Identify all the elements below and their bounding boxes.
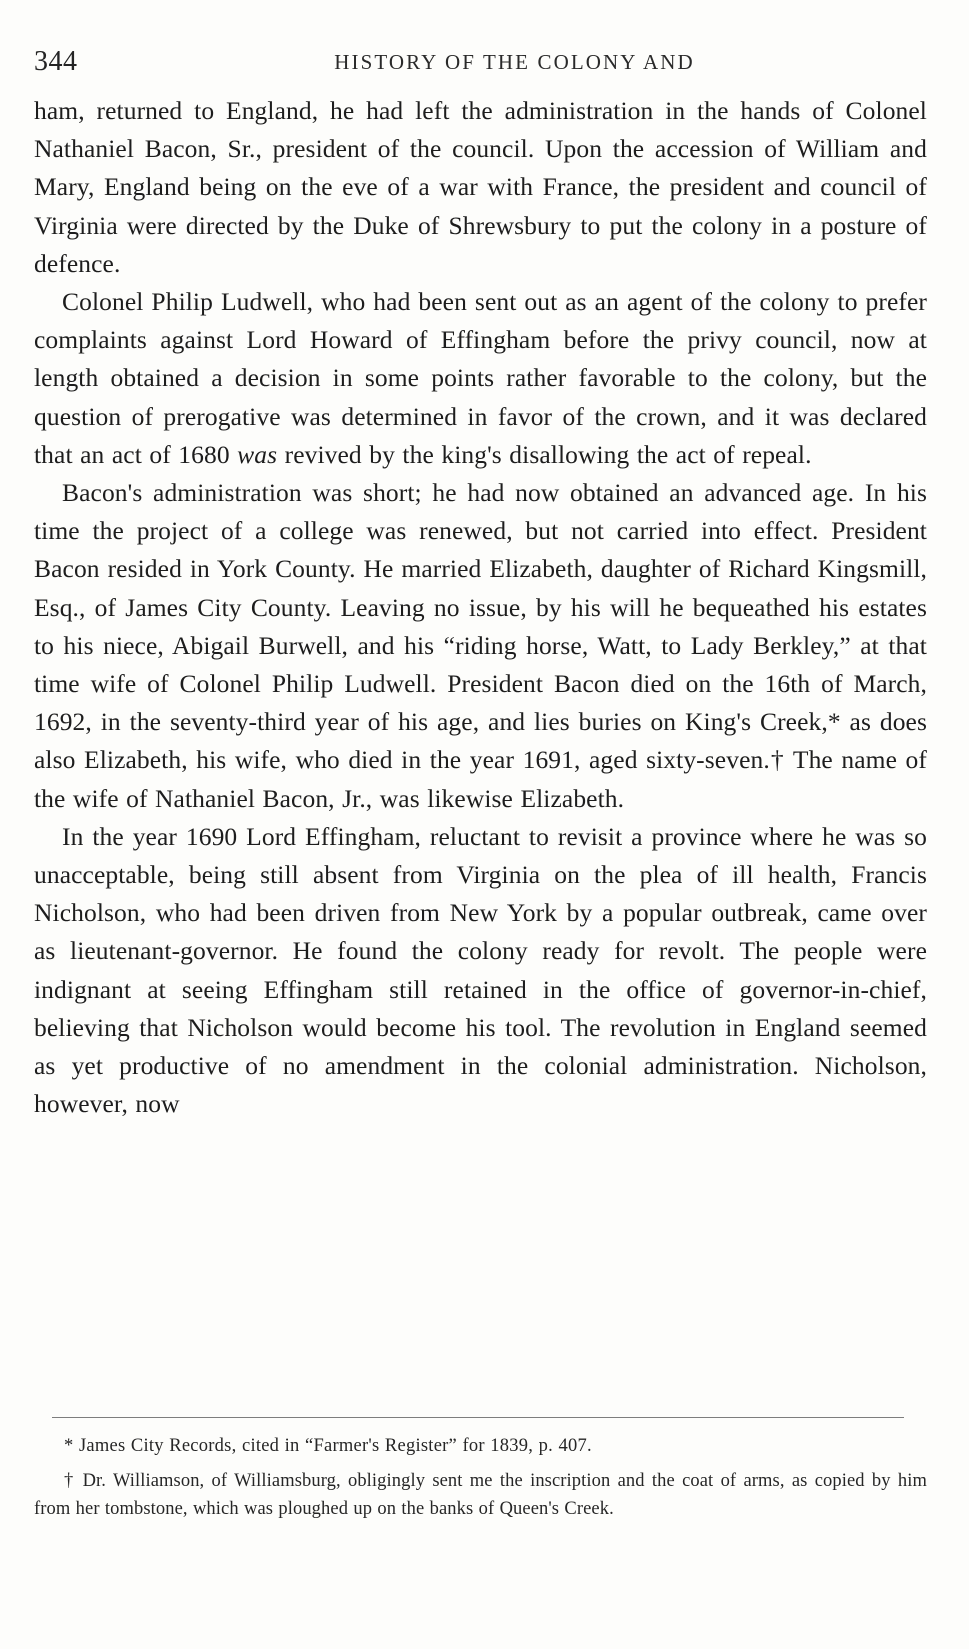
paragraph-4: In the year 1690 Lord Effingham, reluctant to revisit a province where he was so unacceptable, being still absent from Virginia on the plea of ill health, Francis Nicholson, who had been driven from New York by a popular outbreak, came over as lieutenant-governor. He found the colony ready for revolt. The people were indignant at seeing Effingham still retained in the office of governor-in-chief, believing that Nicholson would become his tool. The revolution in England seemed as yet productive of no amendment in the colonial administration. Nicholson, however, now: [34, 821, 927, 1119]
body-text-column: [34, 92, 927, 1123]
paragraph-2-part-1: Colonel Philip Ludwell, who had been sent out as an agent of the colony to prefer complaints against Lord Howard of Effingham before the privy council, now at length obtained a decision in some points rather favorable to the colony, but the question of prerogative was determined in favor of the crown, and it was declared that an act of 1680: [34, 287, 927, 469]
footnote-block: [34, 1432, 927, 1524]
page-number: 344: [34, 46, 78, 77]
paragraph-2-emphasis: was: [237, 439, 278, 469]
running-head: HISTORY OF THE COLONY AND: [334, 50, 695, 74]
paragraph-1: ham, returned to England, he had left the administration in the hands of Colonel Nathaniel Bacon, Sr., president of the council. Upon the accession of William and Mary, England being on the eve of a war with France, the president and council of Virginia were directed by the Duke of Shrewsbury to put the colony in a posture of defence.: [34, 96, 927, 278]
paragraph-2-part-2: revived by the king's disallowing the act of repeal.: [277, 439, 812, 469]
paragraph-2: [34, 283, 927, 474]
footnote-1: * James City Records, cited in “Farmer's Register” for 1839, p. 407.: [64, 1436, 592, 1456]
footnote-2: † Dr. Williamson, of Williamsburg, obligingly sent me the inscription and the coat of arms, as copied by him from her tombstone, which was ploughed up on the banks of Queen's Creek.: [34, 1470, 927, 1519]
footnote-divider: [52, 1417, 904, 1418]
page-header: [0, 24, 969, 77]
paragraph-3: Bacon's administration was short; he had now obtained an advanced age. In his time the project of a college was renewed, but not carried into effect. President Bacon resided in York County. He married Elizabeth, daughter of Richard Kingsmill, Esq., of James City County. Leaving no issue, by his will he bequeathed his estates to his niece, Abigail Burwell, and his “riding horse, Watt, to Lady Berkley,” at that time wife of Colonel Philip Ludwell. President Bacon died on the 16th of March, 1692, in the seventy-third year of his age, and lies buries on King's Creek,* as does also Elizabeth, his wife, who died in the year 1691, aged sixty-seven.† The name of the wife of Nathaniel Bacon, Jr., was likewise Elizabeth.: [34, 478, 927, 813]
